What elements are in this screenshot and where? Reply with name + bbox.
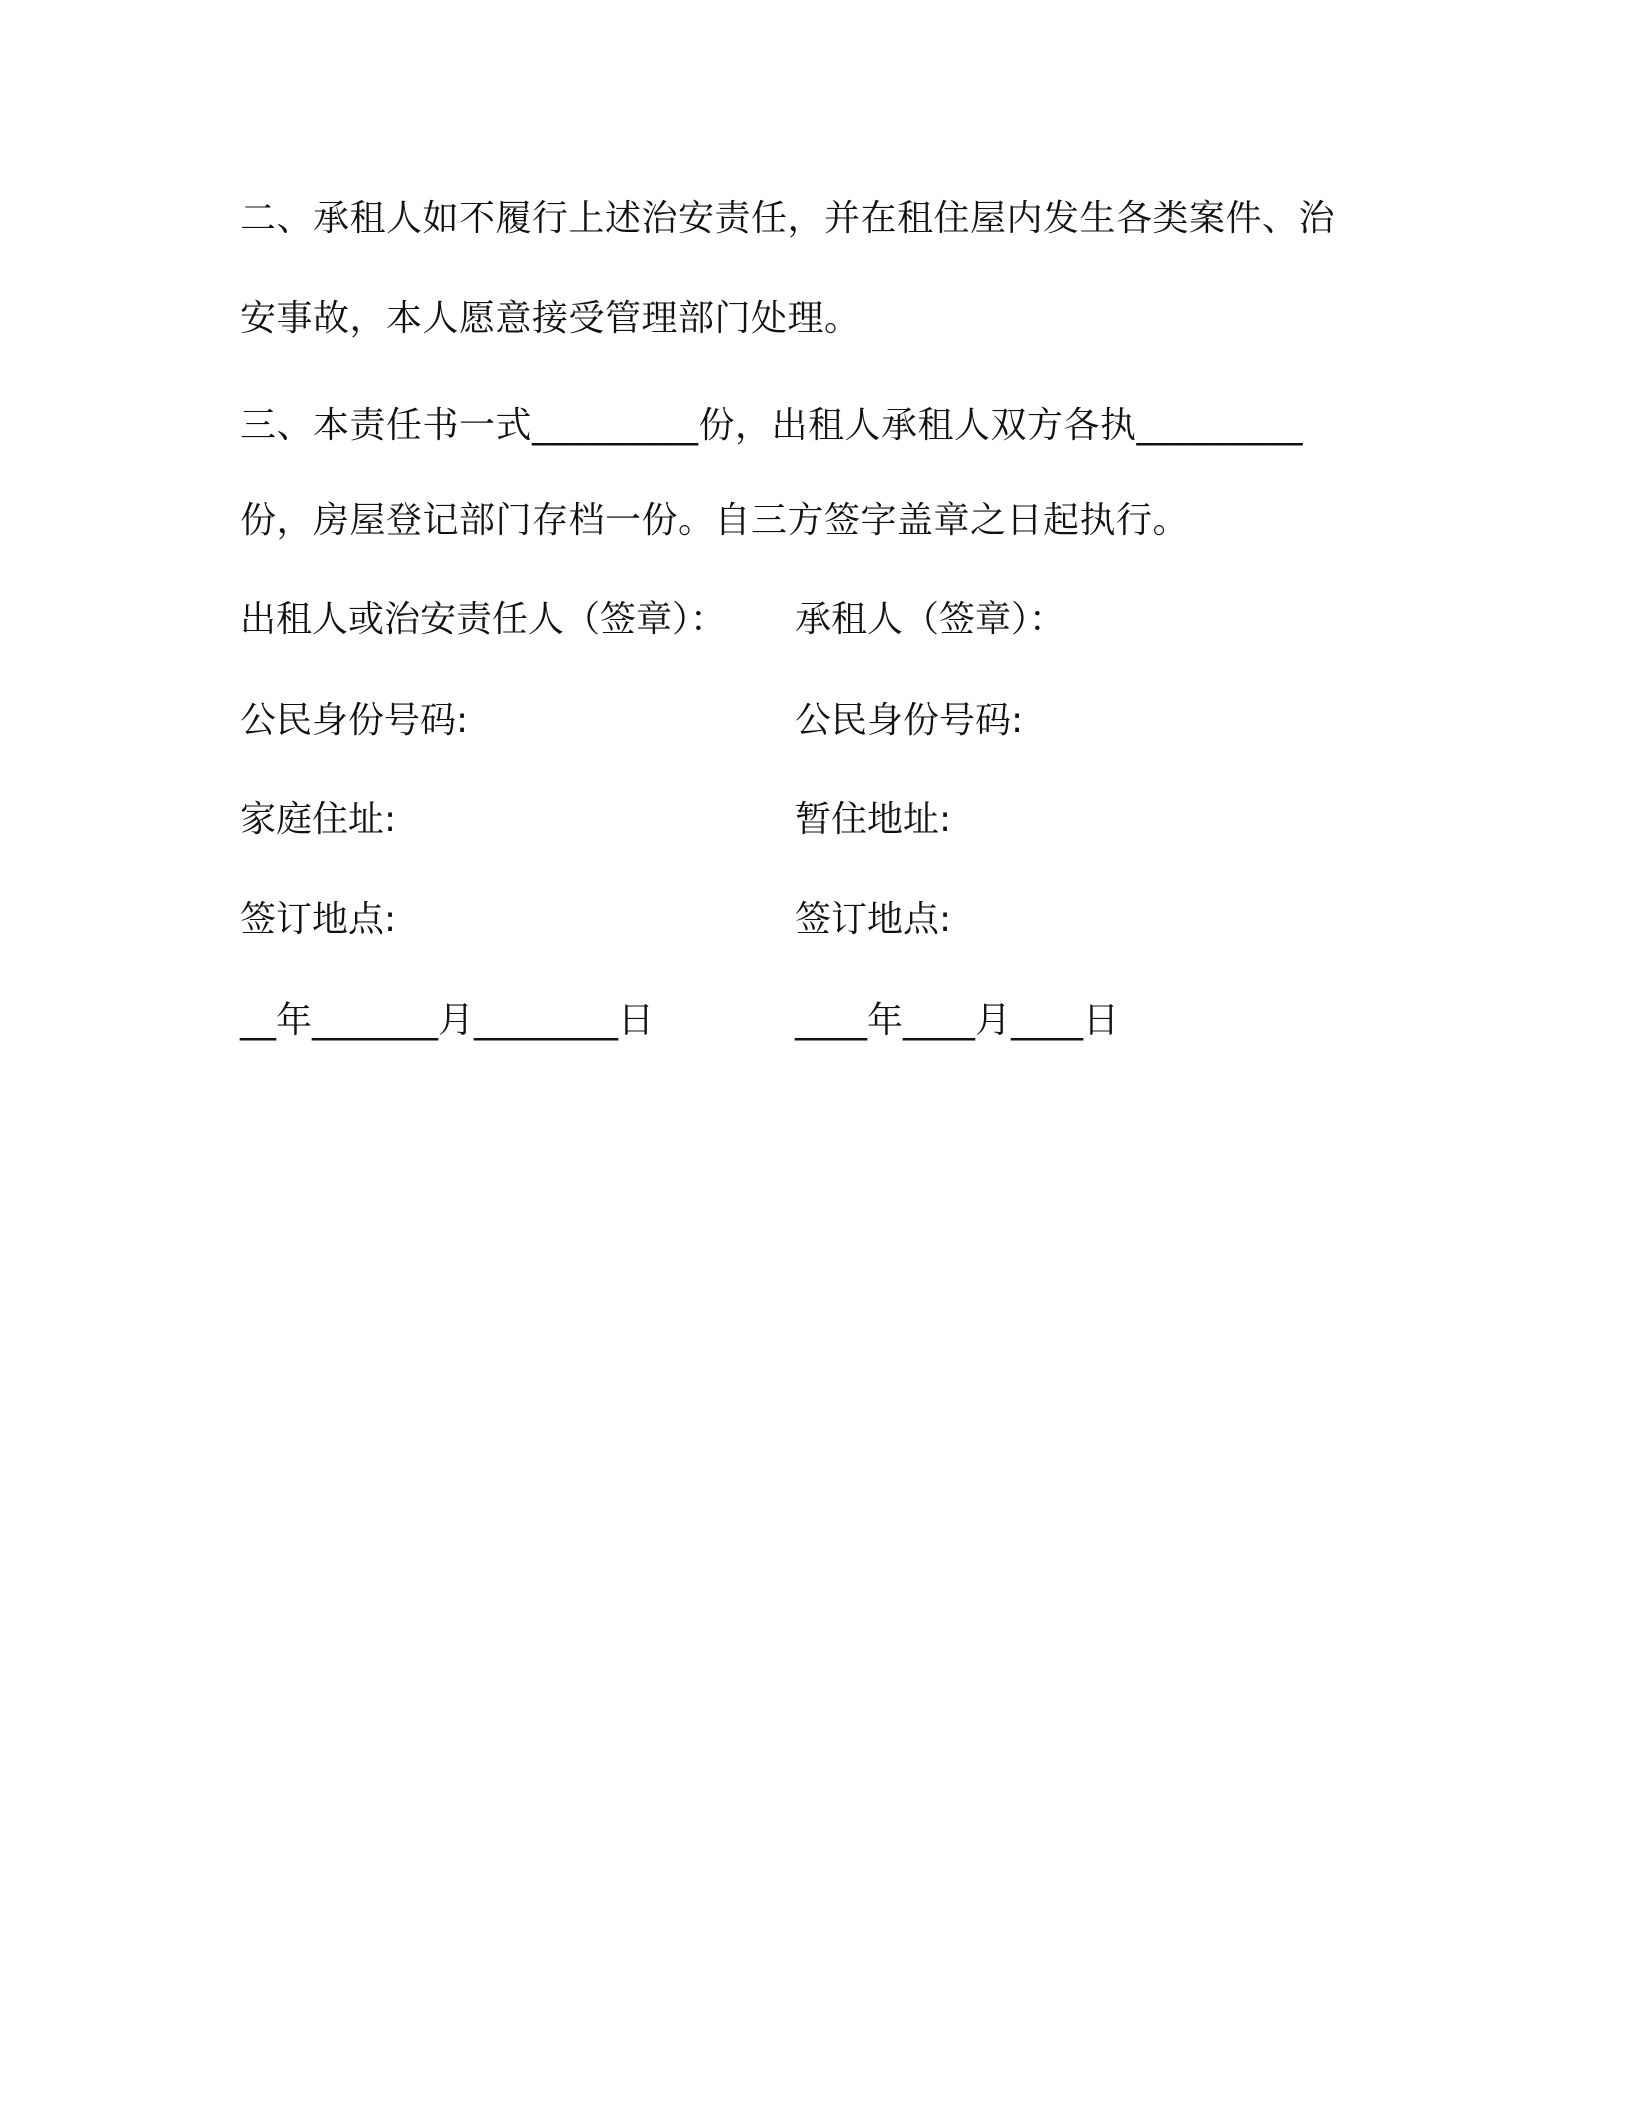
date-row <box>240 997 1400 1045</box>
id-number-row <box>240 697 1400 745</box>
tenant-temporary-address-label: 暂住地址: <box>795 799 952 840</box>
paragraph-2-line-1: 二、承租人如不履行上述治安责任，并在租住屋内发生各类案件、治 <box>240 198 1336 239</box>
address-row <box>240 796 1400 844</box>
tenant-signing-place-label: 签订地点: <box>795 899 952 940</box>
tenant-signature-label: 承租人（签章）： <box>795 599 1066 640</box>
paragraph-2-line-2: 安事故，本人愿意接受管理部门处理。 <box>240 298 861 339</box>
paragraph-3-line-1: 三、本责任书一式_________份，出租人承租人双方各执_________ <box>240 405 1304 446</box>
tenant-id-number-label: 公民身份号码: <box>795 700 1024 741</box>
tenant-date-line: ____年____月____日 <box>795 1000 1120 1041</box>
paragraph-3-line-2: 份，房屋登记部门存档一份。自三方签字盖章之日起执行。 <box>240 500 1190 541</box>
signing-place-row <box>240 896 1400 944</box>
signature-row <box>240 596 1400 644</box>
landlord-signing-place-label: 签订地点: <box>240 899 397 940</box>
landlord-home-address-label: 家庭住址: <box>240 799 397 840</box>
landlord-id-number-label: 公民身份号码: <box>240 700 469 741</box>
landlord-date-line: __年_______月________日 <box>240 1000 654 1041</box>
landlord-signature-label: 出租人或治安责任人（签章）： <box>240 599 727 640</box>
